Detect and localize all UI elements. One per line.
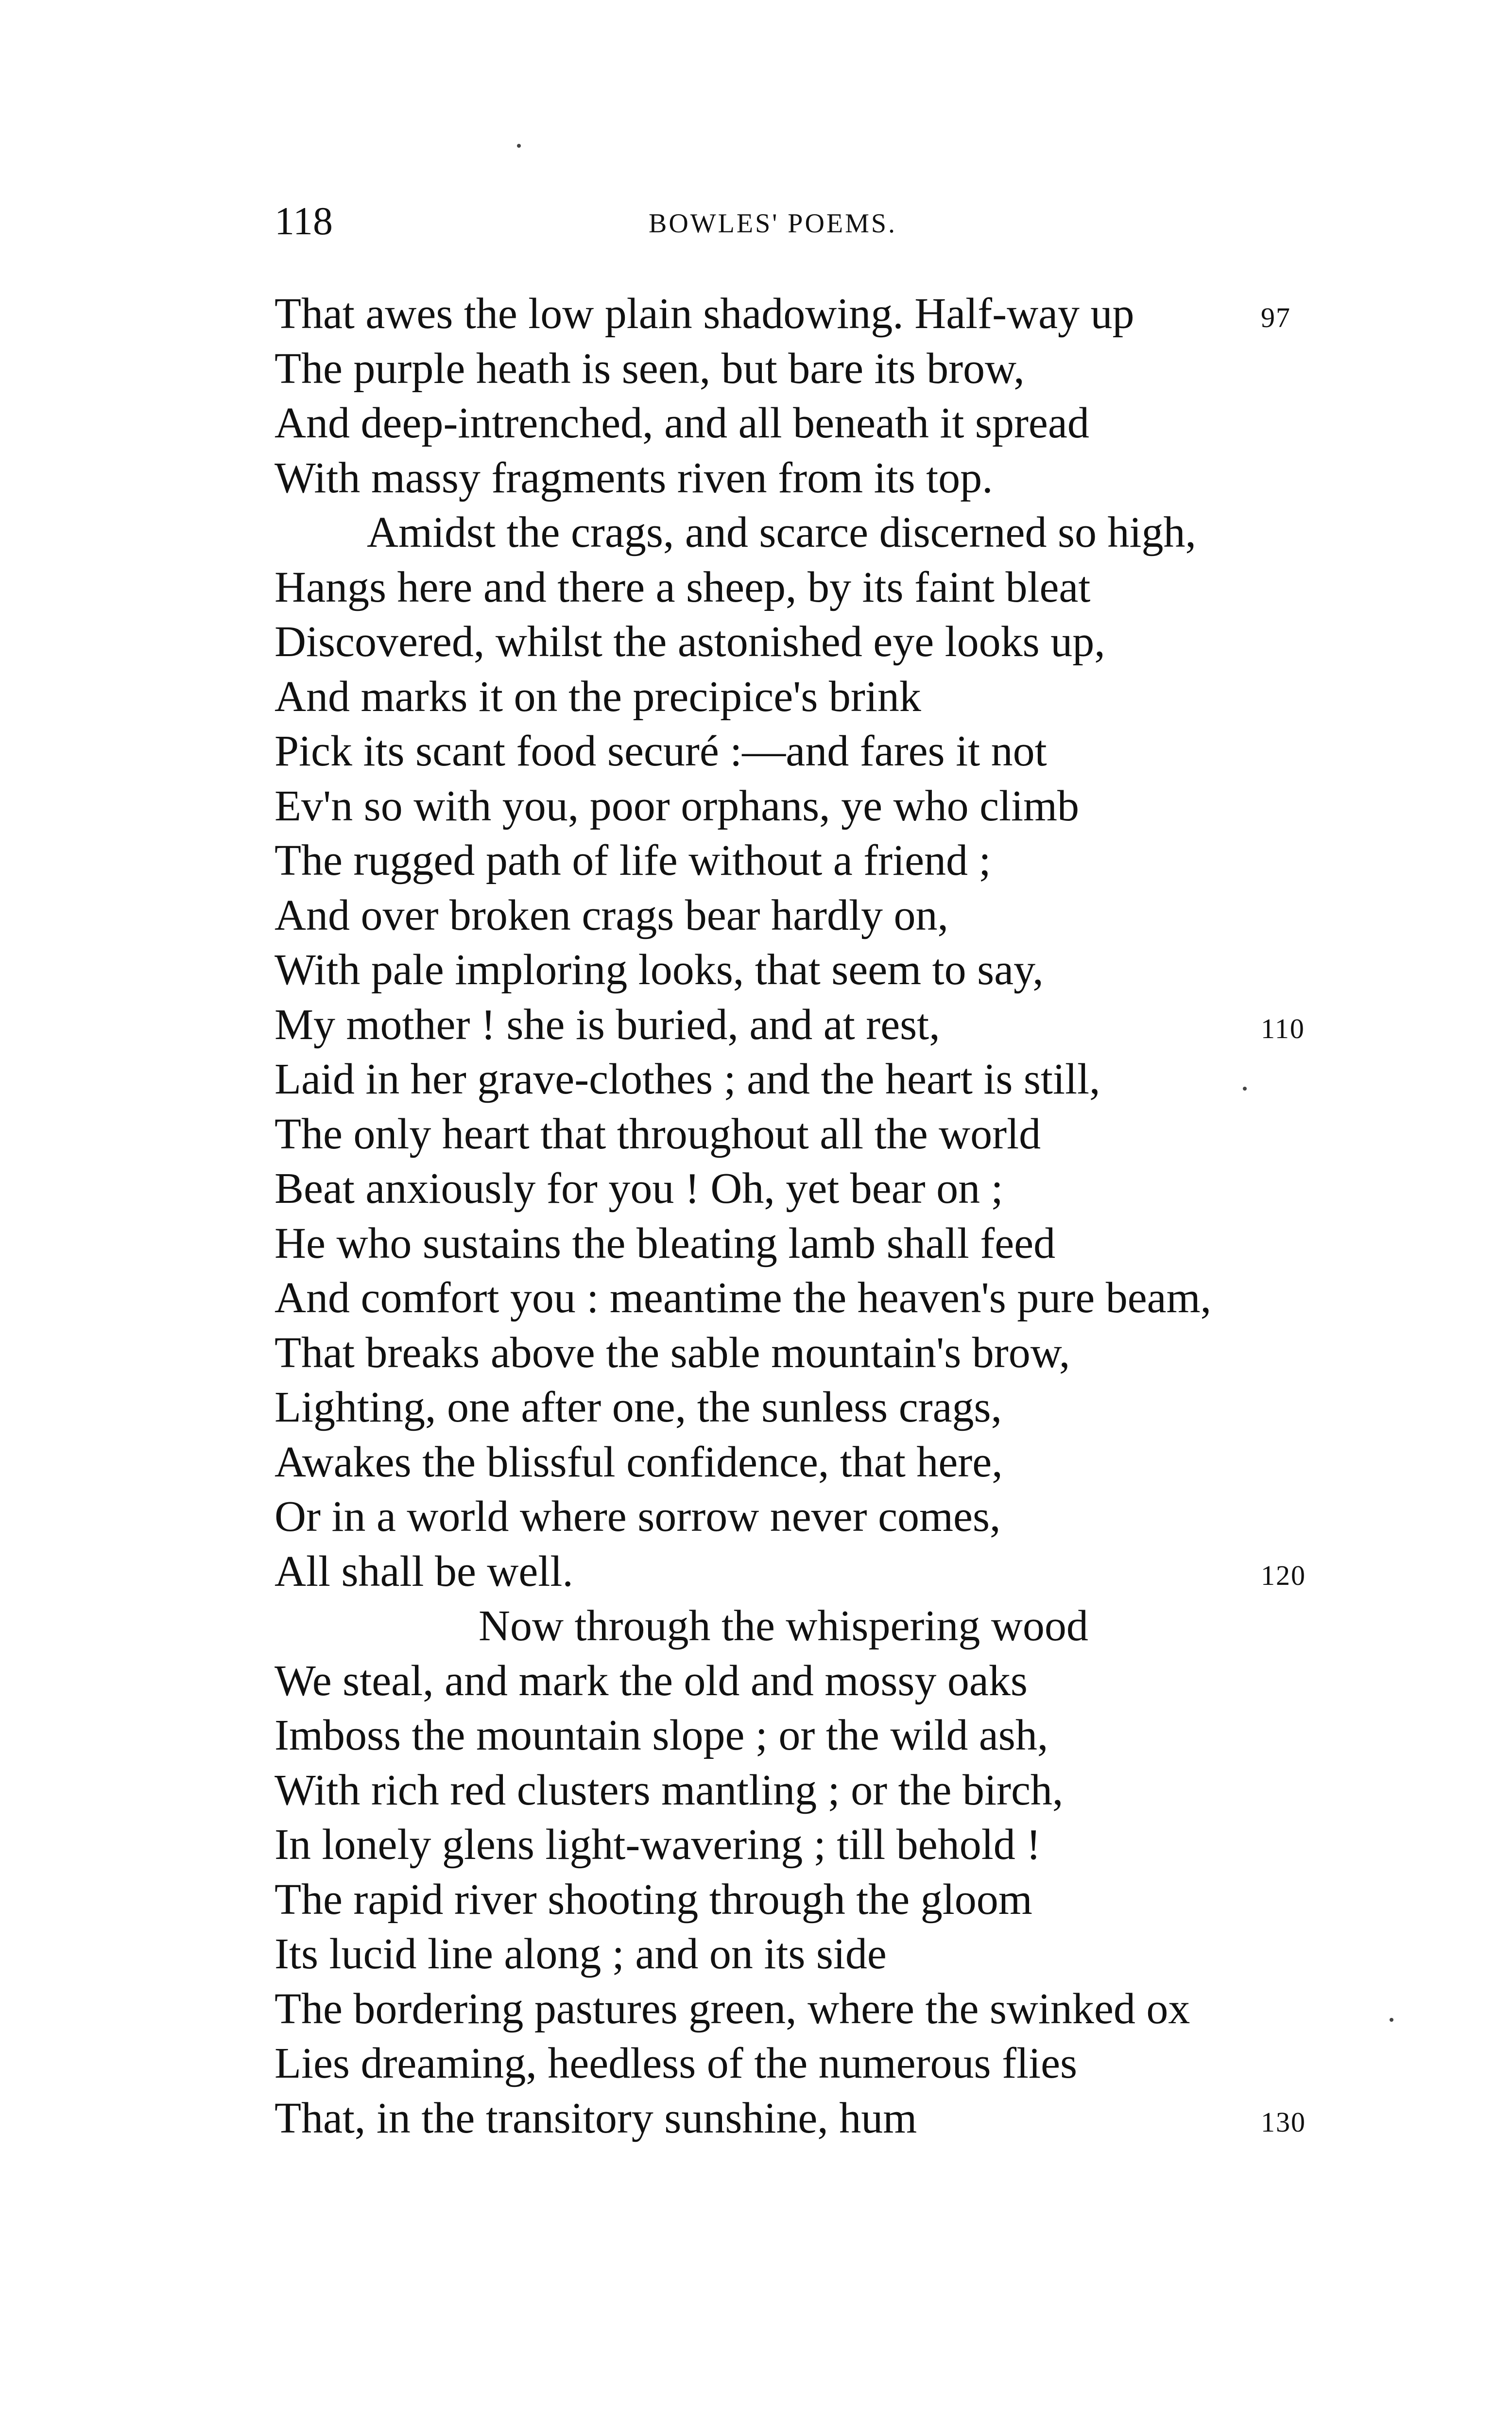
poem-line [275,1708,1348,1763]
poem-line [275,1326,1348,1381]
poem-line-text: With pale imploring looks, that seem to say, [275,946,1044,994]
poem-line [275,560,1348,615]
page-number: 118 [275,199,333,243]
poem-line [275,1271,1348,1326]
poem-line [275,1490,1348,1545]
poem-line [275,1654,1348,1709]
poem-line-text: And over broken crags bear hardly on, [275,891,949,939]
poem-line-text: And marks it on the precipice's brink [275,672,921,721]
poem-line-text: The purple heath is seen, but bare its brow, [275,344,1025,393]
page-header [275,194,1334,253]
line-number: 97 [1261,302,1291,333]
poem-line [275,833,1348,888]
poem-line [275,2091,1348,2146]
ink-speck [517,144,521,148]
poem-line-text: Or in a world where sorrow never comes, [275,1493,1001,1541]
poem-line [275,1107,1348,1162]
poem-line [275,342,1348,397]
poem-line-text: Pick its scant food securé :—and fares it not [275,727,1047,775]
poem-line-text: Hangs here and there a sheep, by its faint bleat [275,563,1091,611]
poem-line-text: The rapid river shooting through the gloom [275,1875,1032,1924]
poem-line [275,1818,1348,1873]
poem-line-text: That awes the low plain shadowing. Half-way up [275,290,1134,338]
poem-line [275,1763,1348,1818]
poem-line-text: The rugged path of life without a friend ; [275,836,991,885]
poem-line-text: He who sustains the bleating lamb shall feed [275,1219,1056,1267]
poem-line-text: My mother ! she is buried, and at rest, [275,1000,940,1049]
poem-line [275,505,1348,560]
poem-line-text: Beat anxiously for you ! Oh, yet bear on ; [275,1164,1003,1213]
poem-line [275,943,1348,998]
poem-line [275,670,1348,725]
poem-line-text: Now through the whispering wood [479,1602,1088,1650]
poem-line-text: Discovered, whilst the astonished eye looks up, [275,618,1105,666]
poem-line [275,615,1348,670]
poem-line [275,1599,1348,1654]
poem-line [275,779,1348,834]
poem-line [275,888,1348,943]
poem-line [275,1545,1348,1599]
poem-line-text: The bordering pastures green, where the swinked ox [275,1984,1190,2033]
poem-line-text: Lighting, one after one, the sunless crags, [275,1383,1002,1431]
poem-body [275,287,1348,2146]
poem-line [275,724,1348,779]
poem-line [275,1873,1348,1927]
line-number: 120 [1261,1559,1306,1591]
poem-line [275,1982,1348,2037]
poem-line [275,1052,1348,1107]
poem-line-text: That, in the transitory sunshine, hum [275,2094,917,2142]
poem-line-text: With rich red clusters mantling ; or the birch, [275,1766,1064,1814]
poem-line [275,1380,1348,1435]
line-number: 110 [1261,1012,1305,1044]
poem-line [275,287,1348,342]
poem-line-text: Imboss the mountain slope ; or the wild ash, [275,1711,1048,1759]
poem-line [275,1216,1348,1271]
poem-line-text: We steal, and mark the old and mossy oaks [275,1656,1028,1705]
poem-line-text: The only heart that throughout all the world [275,1110,1041,1158]
ink-speck [1390,2018,1393,2022]
poem-line [275,1927,1348,1982]
poem-line [275,1435,1348,1490]
poem-line-text: Its lucid line along ; and on its side [275,1930,887,1978]
poem-line [275,998,1348,1053]
poem-line-text: In lonely glens light-wavering ; till behold ! [275,1821,1041,1869]
poem-line-text: Lies dreaming, heedless of the numerous flies [275,2039,1078,2087]
poem-line [275,2036,1348,2091]
poem-line-text: Ev'n so with you, poor orphans, ye who climb [275,781,1080,830]
poem-line-text: And deep-intrenched, and all beneath it spread [275,399,1089,447]
poem-line-text: Laid in her grave-clothes ; and the heart is still, [275,1055,1100,1103]
poem-line [275,451,1348,506]
poem-line [275,396,1348,451]
poem-line-text: Awakes the blissful confidence, that here, [275,1438,1003,1486]
poem-line-text: Amidst the crags, and scarce discerned so high, [367,508,1196,556]
poem-line-text: That breaks above the sable mountain's brow, [275,1328,1070,1377]
line-number: 130 [1261,2106,1306,2138]
poem-line-text: With massy fragments riven from its top. [275,453,993,502]
poem-line-text: And comfort you : meantime the heaven's pure beam, [275,1274,1212,1322]
poem-line [275,1162,1348,1216]
poem-line-text: All shall be well. [275,1547,573,1596]
running-title: BOWLES' POEMS. [649,208,897,239]
